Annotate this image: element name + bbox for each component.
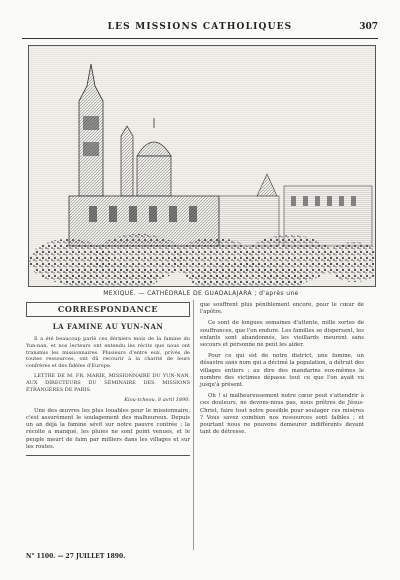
paragraph-2: Ce sont de longues semaines d'attente, mille sortes de souffrances, que l'on endure. Les familles se dispersent, les enfants sont abandonnés, les vieillards meurent sans secours et personne ne peut les aider.	[200, 320, 364, 349]
cathedral-illustration	[29, 46, 375, 286]
right-column	[200, 302, 364, 440]
article-title: LA FAMINE AU YUN-NAN	[52, 322, 164, 332]
figure-caption: MEXIQUE. — CATHÉDRALE DE GUADALAJARA ; d'après une	[103, 290, 299, 297]
header-rule	[22, 38, 378, 39]
publication-title: LES MISSIONS CATHOLIQUES	[107, 22, 293, 32]
letter-byline: LETTRE DE M. FR. MARIE, MISSIONNAIRE DU YUN-NAN, AUX DIRECTEURS DU SÉMINAIRE DES MISSIONS ÉTRANGÈRES DE PARIS.	[26, 373, 190, 393]
left-column	[26, 302, 190, 456]
body-paragraph: Une des œuvres les plus louables pour le missionnaire, c'est assurément le soulagement des malheureux. Depuis un an déjà la famine sévit sur notre pauvre contrée ; la récolte a manqué, les pluies ne sont point venues, et le peuple meurt de faim par milliers dans les villages et sur les routes.	[26, 407, 190, 450]
column-divider	[193, 300, 194, 550]
paragraph-4: Oh ! si malheureusement notre cœur peut s'attendrir à ces douleurs, ne devons-nous pas, nous prêtres de Jésus-Christ, faire tout notre possible pour soulager ces misères ? Vous savez combien nos ressources sont faibles ; et pourtant nous ne pouvons demeurer indifférents devant tant de détresse.	[200, 393, 364, 436]
cathedral-engraving	[28, 45, 376, 287]
intro-paragraph: Il a été beaucoup parlé ces derniers mois de la famine du Yun-nan, et nos lecteurs ont entendu les récits que nous ont transmis les missionnaires. Plusieurs d'entre eux, privés de toutes ressources, ont dû recourir à la charité de leurs confrères et des fidèles d'Europe.	[26, 336, 190, 369]
paragraph-3: Pour ce qui est de notre district, une famine, un désastre sans nom qui a décimé la population, a détruit des villages entiers ; au dire des mandarins eux-mêmes le nombre des victimes dépasse tout ce que l'on avait vu jusqu'à présent.	[200, 353, 364, 389]
running-header	[22, 22, 378, 38]
footer-rule	[26, 455, 190, 456]
section-title: CORRESPONDANCE	[26, 302, 190, 317]
paragraph-1: que souffrent plus péniblement encore, pour le cœur de l'apôtre.	[200, 302, 364, 316]
page-number: 307	[359, 22, 378, 32]
letter-date: Kiou-tcheou, 8 avril 1890.	[124, 397, 190, 404]
issue-footer: N° 1100. — 27 JUILLET 1890.	[26, 553, 126, 560]
